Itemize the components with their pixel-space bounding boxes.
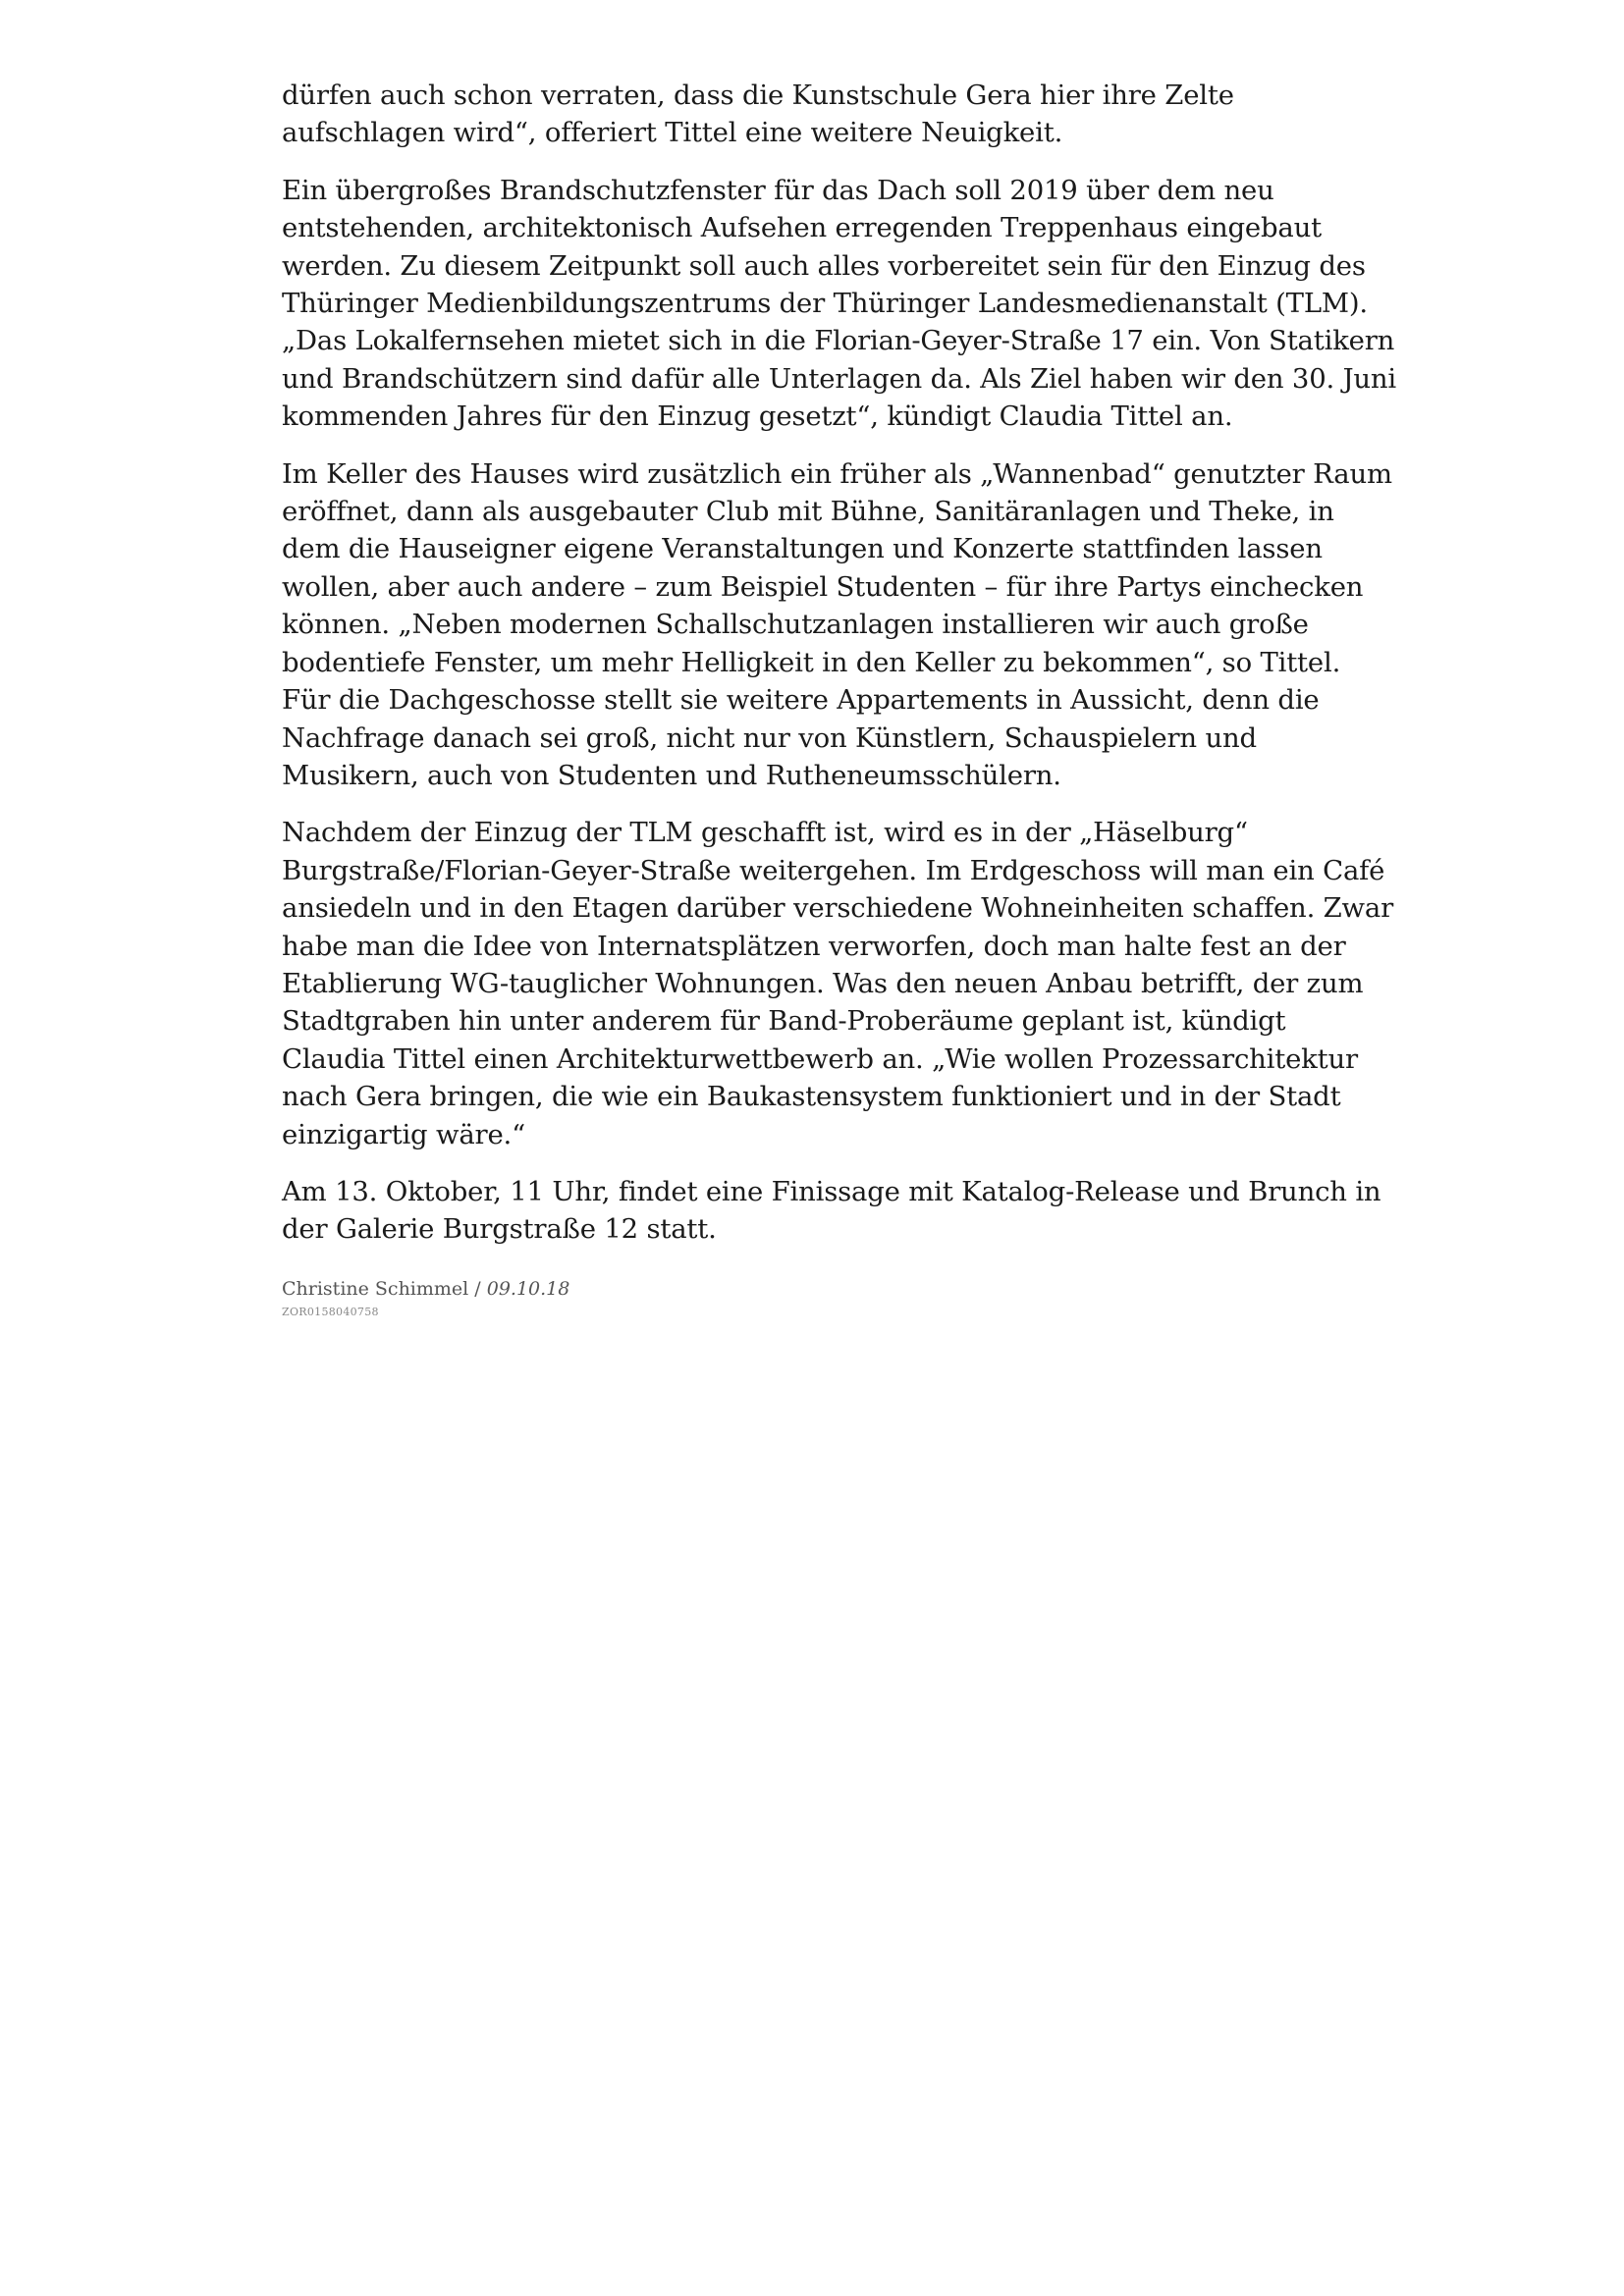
document-id: ZOR0158040758	[282, 1305, 379, 1318]
article-paragraph-2: Ein übergroßes Brandschutzfenster für das Dach soll 2019 über dem neu entstehenden, architektonisch Aufsehen erregenden Treppenhaus eingebaut werden. Zu diesem Zeitpunkt soll auch alles vorbereitet sein für den Einzug des Thüringer Medienbildungszentrums der Thüringer Landesmedienanstalt (TLM). „Das Lokalfernsehen mietet sich in die Florian-Geyer-Straße 17 ein. Von Statikern und Brandschützern sind dafür alle Unterlagen da. Als Ziel haben wir den 30. Juni kommenden Jahres für den Einzug gesetzt“, kündigt Claudia Tittel an.	[282, 174, 1397, 433]
author-name: Christine Schimmel	[282, 1277, 469, 1300]
article-paragraph-1: dürfen auch schon verraten, dass die Kunstschule Gera hier ihre Zelte aufschlagen wird“, offeriert Tittel eine weitere Neuigkeit.	[282, 80, 1234, 149]
byline-separator: /	[468, 1277, 487, 1300]
article-paragraph-5: Am 13. Oktober, 11 Uhr, findet eine Finissage mit Katalog-Release und Brunch in der Galerie Burgstraße 12 statt.	[282, 1175, 1381, 1246]
article-paragraph-4: Nachdem der Einzug der TLM geschafft ist, wird es in der „Häselburg“ Burgstraße/Florian-Geyer-Straße weitergehen. Im Erdgeschoss will man ein Café ansiedeln und in den Etagen darüber verschiedene Wohneinheiten schaffen. Zwar habe man die Idee von Internatsplätzen verworfen, doch man halte fest an der Etablierung WG-tauglicher Wohnungen. Was den neuen Anbau betrifft, der zum Stadtgraben hin unter anderem für Band-Proberäume geplant ist, kündigt Claudia Tittel einen Architekturwettbewerb an. „Wie wollen Prozessarchitektur nach Gera bringen, die wie ein Baukastensystem funktioniert und in der Stadt einzigartig wäre.“	[282, 817, 1394, 1150]
publication-date: 09.10.18	[486, 1277, 570, 1300]
article-body	[282, 77, 1396, 1319]
article-paragraph-3: Im Keller des Hauses wird zusätzlich ein früher als „Wannenbad“ genutzter Raum eröffnet, dann als ausgebauter Club mit Bühne, Sanitäranlagen und Theke, in dem die Hauseigner eigene Veranstaltungen und Konzerte stattfinden lassen wollen, aber auch andere – zum Beispiel Studenten – für ihre Partys einchecken können. „Neben modernen Schallschutzanlagen installieren wir auch große bodentiefe Fenster, um mehr Helligkeit in den Keller zu bekommen“, so Tittel. Für die Dachgeschosse stellt sie weitere Appartements in Aussicht, denn die Nachfrage danach sei groß, nicht nur von Künstlern, Schauspielern und Musikern, auch von Studenten und Rutheneumsschülern.	[282, 457, 1392, 791]
byline	[282, 1276, 1396, 1302]
